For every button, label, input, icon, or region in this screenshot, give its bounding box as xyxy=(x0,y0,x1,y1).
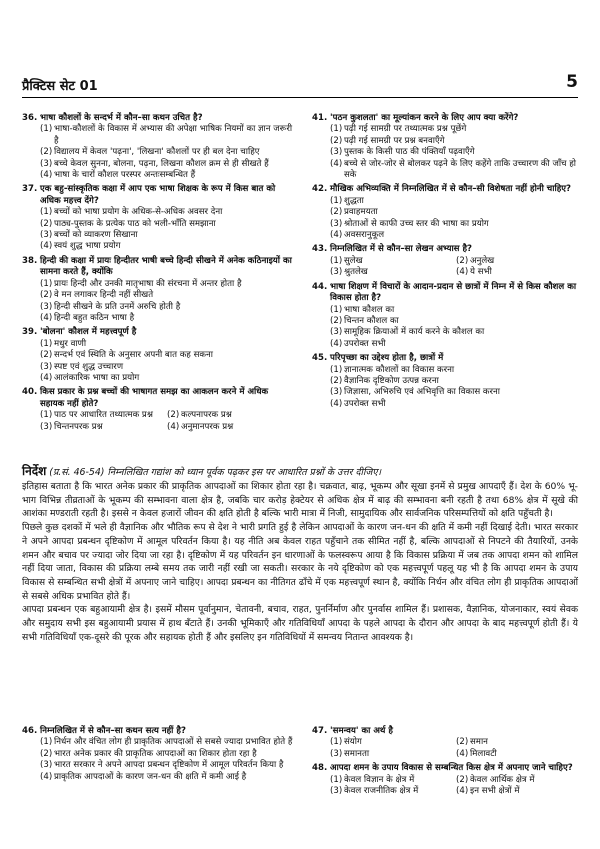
option-text: कल्पनापरक प्रश्न xyxy=(181,410,232,421)
option-item xyxy=(312,316,582,327)
option-number: (4) xyxy=(167,421,180,432)
option-item xyxy=(167,410,294,421)
option-number: (2) xyxy=(456,737,469,748)
option-text: अनुमानपरक प्रश्न xyxy=(181,421,234,432)
question-number: 47. xyxy=(312,726,328,736)
option-item xyxy=(312,219,582,230)
left-question-column xyxy=(22,113,294,436)
option-text: स्पष्ट एवं शुद्ध उच्चारण xyxy=(54,361,124,372)
option-text: प्रवाहमयता xyxy=(344,207,378,218)
option-number: (2) xyxy=(330,135,343,146)
option-item xyxy=(456,267,582,278)
option-text: पाठ पर आधारित तथ्यात्मक प्रश्न xyxy=(54,410,153,421)
option-text: बच्चों को भाषा प्रयोग के अधिक-से-अधिक अवसर देना xyxy=(54,207,223,218)
option-number: (4) xyxy=(330,158,343,169)
question-text: हिन्दी की कक्षा में प्रायः हिन्दीतर भाषी बच्चे हिन्दी सीखने में अनेक कठिनाइयों का सामना करते हैं, क्योंकि xyxy=(40,255,292,278)
question-heading xyxy=(22,113,294,124)
option-item xyxy=(312,376,582,387)
question-item xyxy=(312,244,582,278)
question-number: 43. xyxy=(312,244,328,255)
option-grid xyxy=(312,737,582,760)
question-number: 45. xyxy=(312,353,328,364)
option-number: (3) xyxy=(330,327,343,338)
question-item xyxy=(22,726,294,783)
option-item xyxy=(22,170,294,181)
passage-paragraph: इतिहास बताता है कि भारत अनेक प्रकार की प्राकृतिक आपदाओं का शिकार होता रहा है। चक्रवात, बाढ़, भूकम्प और सूखा इनमें से प्रमुख आपदाएँ हैं। देश के 60% भू-भाग विभिन्न तीव्रताओं के भूकम्प की सम्भावना वाला क्षेत्र है, जबकि चार करोड़ हेक्टेयर से अधिक क्षेत्र में बाढ़ की सम्भावना बनी रहती है तथा 68% क्षेत्र में सूखे की आशंका मण्डराती रहती है। इससे न केवल हजारों जीवन की क्षति होती है बल्कि भारी मात्रा में निजी, सामुदायिक और सार्वजनिक परिसम्पत्तियों को क्षति पहुँचती है। xyxy=(22,481,578,520)
question-item xyxy=(22,387,294,433)
option-number: (2) xyxy=(40,147,53,158)
question-heading xyxy=(312,726,582,737)
option-text: ज्ञानात्मक कौशलों का विकास करना xyxy=(344,364,455,375)
question-text: निम्नलिखित में से कौन–सा कथन सत्य नहीं है? xyxy=(40,726,186,736)
option-item xyxy=(22,124,294,147)
question-text: किस प्रकार के प्रश्न बच्चों की भाषागत समझ का आकलन करने में अधिक सहायक नहीं होते? xyxy=(40,387,269,409)
option-text: विद्यालय में केवल 'पढ़ना', 'लिखना' कौशलों पर ही बल देना चाहिए xyxy=(54,147,260,158)
question-heading xyxy=(22,256,294,279)
option-text: आलंकारिक भाषा का प्रयोग xyxy=(54,372,140,383)
option-grid xyxy=(312,775,582,798)
option-text: शुद्धता xyxy=(344,195,364,206)
option-text: भारत अनेक प्रकार की प्राकृतिक आपदाओं का शिकार होता रहा है xyxy=(54,748,257,759)
question-heading xyxy=(312,113,582,124)
option-item xyxy=(312,305,582,316)
option-number: (2) xyxy=(456,255,469,266)
option-item xyxy=(167,422,294,433)
option-grid xyxy=(312,256,582,279)
option-text: प्राकृतिक आपदाओं के कारण जन-धन की क्षति में कमी आई है xyxy=(54,771,247,782)
option-text: अनुलेख xyxy=(470,255,495,266)
option-item xyxy=(22,737,294,748)
set-title: प्रैक्टिस सेट 01 xyxy=(22,79,98,94)
option-text: संयोग xyxy=(344,737,362,748)
option-text: मिलावटी xyxy=(470,748,497,759)
option-number: (1) xyxy=(330,774,343,785)
option-text: सन्दर्भ एवं स्थिति के अनुसार अपनी बात कह सकना xyxy=(54,350,213,361)
option-number: (1) xyxy=(40,737,53,748)
question-number: 40. xyxy=(22,387,38,398)
question-text: परिपृच्छा का उद्देश्य होता है, छात्रों में xyxy=(330,353,444,364)
option-item xyxy=(22,313,294,324)
option-item xyxy=(312,399,582,410)
option-number: (3) xyxy=(40,421,53,432)
option-item xyxy=(312,136,582,147)
option-item xyxy=(330,256,456,267)
option-item xyxy=(312,124,582,135)
page-header xyxy=(22,72,578,94)
option-text: सुलेख xyxy=(344,255,363,266)
option-text: बच्चे से जोर-जोर से बोलकर पढ़ने के लिए कहेंगे ताकि उच्चारण की जाँच हो सके xyxy=(344,158,577,181)
question-item xyxy=(22,327,294,384)
option-text: स्वयं शुद्ध भाषा प्रयोग xyxy=(54,241,121,252)
option-number: (1) xyxy=(330,124,343,135)
option-number: (2) xyxy=(330,207,343,218)
option-number: (1) xyxy=(40,410,53,421)
question-number: 46. xyxy=(22,726,38,736)
question-item xyxy=(312,353,582,410)
page-number: 5 xyxy=(566,72,578,92)
option-text: समानता xyxy=(344,748,370,759)
question-number: 48. xyxy=(312,763,328,774)
option-item xyxy=(312,387,582,398)
question-text: 'बोलना' कौशल में महत्त्वपूर्ण है xyxy=(40,327,137,338)
question-item xyxy=(312,726,582,760)
question-heading xyxy=(312,184,582,195)
option-item xyxy=(312,339,582,350)
bottom-left-question-column xyxy=(22,726,294,786)
option-number: (3) xyxy=(330,748,343,759)
option-number: (1) xyxy=(40,278,53,289)
question-heading xyxy=(22,184,294,207)
option-text: वैज्ञानिक दृष्टिकोण उत्पन्न करना xyxy=(344,375,439,386)
option-number: (1) xyxy=(40,207,53,218)
option-text: बच्चे केवल सुनना, बोलना, पढ़ना, लिखना कौशल क्रम से ही सीखते हैं xyxy=(54,158,269,169)
option-item xyxy=(22,207,294,218)
option-text: चिन्तन कौशल का xyxy=(344,315,399,326)
option-text: समान xyxy=(470,737,488,748)
option-text: हिन्दी बहुत कठिन भाषा है xyxy=(54,312,135,323)
option-item xyxy=(22,241,294,252)
option-text: भाषा के चारों कौशल परस्पर अन्तःसम्बन्धित हैं xyxy=(54,170,196,181)
option-text: पुस्तक के किसी पाठ की पंक्तियाँ पढ़वाएँगे xyxy=(344,147,475,158)
option-text: चिन्तनपरक प्रश्न xyxy=(54,421,103,432)
option-number: (1) xyxy=(330,737,343,748)
option-number: (3) xyxy=(40,230,53,241)
option-number: (2) xyxy=(40,748,53,759)
option-item xyxy=(312,327,582,338)
option-item xyxy=(22,230,294,241)
option-number: (3) xyxy=(330,218,343,229)
question-text: आपदा शमन के उपाय विकास से सम्बन्धित किस क्षेत्र में अपनाए जाने चाहिए? xyxy=(330,763,573,774)
passage-paragraph: आपदा प्रबन्धन एक बहुआयामी क्षेत्र है। इसमें मौसम पूर्वानुमान, चेतावनी, बचाव, राहत, पुनर्निर्माण और पुनर्वास शामिल हैं। प्रशासक, वैज्ञानिक, योजनाकार, स्वयं सेवक और समुदाय सभी इस बहुआयामी प्रयास में हाथ बँटाते हैं। उनकी भूमिकाएँ और गतिविधियाँ आपदा के पहले आपदा के दौरान और आपदा के बाद महत्त्वपूर्ण होती हैं। ये सभी गतिविधियाँ एक-दूसरे की पूरक और सहायक होती हैं और इसलिए इन गतिविधियों में समन्वय नितान्त आवश्यक है। xyxy=(22,604,578,643)
option-number: (2) xyxy=(330,315,343,326)
option-text: पढ़ी गई सामग्री पर प्रश्न बनवाएँगे xyxy=(344,135,445,146)
option-number: (4) xyxy=(456,786,469,797)
option-text: पाठ्य-पुस्तक के प्रत्येक पाठ को भली-भाँति समझाना xyxy=(54,218,216,229)
option-number: (4) xyxy=(40,170,53,181)
question-item xyxy=(22,113,294,181)
option-text: भाषा कौशल का xyxy=(344,304,395,315)
option-item xyxy=(456,786,582,797)
option-text: प्रायः हिन्दी और उनकी मातृभाषा की संरचना में अन्तर होता है xyxy=(54,278,242,289)
question-heading xyxy=(22,387,294,410)
option-text: निर्धन और वंचित लोग ही प्राकृतिक आपदाओं से सबसे ज्यादा प्रभावित होते हैं xyxy=(54,737,293,748)
option-number: (4) xyxy=(456,267,469,278)
option-item xyxy=(456,749,582,760)
question-number: 37. xyxy=(22,184,38,195)
option-text: बच्चों को व्याकरण सिखाना xyxy=(54,230,138,241)
question-text: भाषा शिक्षण में विचारों के आदान-प्रदान से छात्रों में निम्न में से किस कौशल का विकास होता है? xyxy=(330,281,577,304)
direction-label: निर्देश xyxy=(22,464,47,478)
option-text: उपरोक्त सभी xyxy=(344,338,386,349)
option-number: (1) xyxy=(330,304,343,315)
option-number: (4) xyxy=(456,748,469,759)
question-number: 41. xyxy=(312,113,328,123)
question-text: 'समन्वय' का अर्थ है xyxy=(330,726,393,736)
option-number: (4) xyxy=(330,230,343,241)
option-item xyxy=(312,365,582,376)
option-number: (1) xyxy=(330,255,343,266)
option-item xyxy=(22,147,294,158)
option-text: वे मन लगाकर हिन्दी नहीं सीखते xyxy=(54,290,154,301)
question-item xyxy=(312,113,582,181)
direction-text: (प्र.सं. 46-54) निम्नलिखित गद्यांश को ध्यान पूर्वक पढ़कर इस पर आधारित प्रश्नों के उत्तर दीजिए। xyxy=(49,467,382,478)
option-text: उपरोक्त सभी xyxy=(344,398,386,409)
option-number: (3) xyxy=(330,387,343,398)
option-number: (4) xyxy=(40,771,53,782)
option-item xyxy=(22,302,294,313)
option-number: (1) xyxy=(330,364,343,375)
option-number: (2) xyxy=(167,410,180,421)
question-number: 42. xyxy=(312,184,328,195)
passage-paragraph: पिछले कुछ दशकों में भले ही वैज्ञानिक और भौतिक रूप से देश ने भारी प्रगति हुई है लेकिन आपदाओं के कारण जन-धन की क्षति में कमी नहीं दिखाई देती। भारत सरकार ने अपने आपदा प्रबन्धन दृष्टिकोण में आमूल परिवर्तन किया है। यह नीति अब केवल राहत पहुँचाने तक सीमित नहीं है, बल्कि आपदाओं से निपटने की तैयारियों, उनके शमन और बचाव पर ज्यादा जोर दिया जा रहा है। दृष्टिकोण में यह परिवर्तन इन धारणाओं के फलस्वरूप आया है कि विकास प्रक्रिया में जब तक आपदा शमन को शामिल नहीं दिया जाता, विकास की प्रक्रिया लम्बे समय तक जारी नहीं रखी जा सकती। सरकार के नये दृष्टिकोण को एक महत्त्वपूर्ण पहलू यह भी है कि आपदा शमन के उपाय विकास से सम्बन्धित सभी क्षेत्रों में अपनाए जाने चाहिए। आपदा प्रबन्धन का नीतिगत ढाँचे में एक महत्त्वपूर्ण स्थान है, क्योंकि निर्धन और वंचित लोग ही प्राकृतिक आपदाओं से सबसे अधिक प्रभावित होते हैं। xyxy=(22,522,578,602)
option-number: (3) xyxy=(330,147,343,158)
option-text: केवल आर्थिक क्षेत्र में xyxy=(470,774,535,785)
option-item xyxy=(22,760,294,771)
question-item xyxy=(312,282,582,350)
option-item xyxy=(312,196,582,207)
option-number: (3) xyxy=(40,361,53,372)
option-text: हिन्दी सीखने के प्रति उनमें अरुचि होती है xyxy=(54,301,181,312)
question-number: 44. xyxy=(312,281,328,292)
option-text: श्रुतलेख xyxy=(344,267,368,278)
right-question-column xyxy=(312,113,582,413)
option-text: श्रोताओं से काफी उच्च स्तर की भाषा का प्रयोग xyxy=(344,218,489,229)
option-item xyxy=(22,279,294,290)
option-item xyxy=(22,373,294,384)
option-text: जिज्ञासा, अभिरुचि एवं अभिवृत्ति का विकास करना xyxy=(344,387,501,398)
option-item xyxy=(22,362,294,373)
option-item xyxy=(330,786,456,797)
question-text: भाषा कौशलों के सन्दर्भ में कौन–सा कथन उचित है? xyxy=(40,113,203,123)
question-text: मौखिक अभिव्यक्ति में निम्नलिखित में से कौन–सी विशेषता नहीं होनी चाहिए? xyxy=(330,184,571,195)
option-number: (1) xyxy=(40,338,53,349)
question-text: 'पठन कुशलता' का मूल्यांकन करने के लिए आप क्या करेंगे? xyxy=(330,113,519,123)
option-text: इन सभी क्षेत्रों में xyxy=(470,786,520,797)
question-heading xyxy=(22,726,294,737)
option-item xyxy=(22,159,294,170)
option-item xyxy=(330,267,456,278)
question-heading xyxy=(312,282,582,305)
option-item xyxy=(312,159,582,182)
option-number: (3) xyxy=(40,301,53,312)
option-number: (1) xyxy=(330,195,343,206)
option-text: भाषा-कौशलों के विकास में अभ्यास की अपेक्षा भाषिक नियमों का ज्ञान जरूरी है xyxy=(54,124,293,146)
question-item xyxy=(312,184,582,241)
option-number: (4) xyxy=(330,398,343,409)
option-number: (1) xyxy=(40,124,53,135)
option-number: (3) xyxy=(330,267,343,278)
option-item xyxy=(40,410,167,421)
option-item xyxy=(22,290,294,301)
option-item xyxy=(456,256,582,267)
option-number: (2) xyxy=(40,290,53,301)
question-heading xyxy=(312,763,582,774)
option-number: (3) xyxy=(40,158,53,169)
option-number: (3) xyxy=(40,760,53,771)
option-item xyxy=(330,775,456,786)
option-item xyxy=(22,219,294,230)
option-text: अवसरानुकूल xyxy=(344,230,385,241)
option-grid xyxy=(22,410,294,433)
option-item xyxy=(22,749,294,760)
option-number: (2) xyxy=(40,218,53,229)
question-number: 39. xyxy=(22,327,38,338)
option-item xyxy=(40,422,167,433)
option-text: भारत सरकार ने अपने आपदा प्रबन्धन दृष्टिकोण में आमूल परिवर्तन किया है xyxy=(54,760,284,771)
question-text: निम्नलिखित में से कौन–सा लेखन अभ्यास है? xyxy=(330,244,473,255)
header-divider xyxy=(22,97,578,98)
option-item xyxy=(22,339,294,350)
option-item xyxy=(330,749,456,760)
question-heading xyxy=(312,353,582,364)
question-number: 38. xyxy=(22,255,38,266)
option-number: (4) xyxy=(40,241,53,252)
option-number: (4) xyxy=(40,372,53,383)
option-text: केवल राजनीतिक क्षेत्र में xyxy=(344,786,419,797)
option-text: सामूहिक क्रियाओं में कार्य करने के कौशल का xyxy=(344,327,485,338)
question-item xyxy=(22,184,294,252)
option-text: केवल विज्ञान के क्षेत्र में xyxy=(344,774,415,785)
question-item xyxy=(22,256,294,324)
question-item xyxy=(312,763,582,797)
option-item xyxy=(456,775,582,786)
question-text: एक बहु-सांस्कृतिक कक्षा में आप एक भाषा शिक्षक के रूप में किस बात को अधिक महत्त्व देंगे? xyxy=(40,184,276,206)
option-number: (3) xyxy=(330,786,343,797)
option-item xyxy=(456,737,582,748)
option-number: (4) xyxy=(40,312,53,323)
option-item xyxy=(312,207,582,218)
option-text: मधुर वाणी xyxy=(54,338,87,349)
question-heading xyxy=(22,327,294,338)
option-item xyxy=(330,737,456,748)
option-number: (2) xyxy=(330,375,343,386)
question-heading xyxy=(312,244,582,255)
option-item xyxy=(312,230,582,241)
passage xyxy=(22,480,578,644)
option-number: (2) xyxy=(40,350,53,361)
option-item xyxy=(22,350,294,361)
option-text: ये सभी xyxy=(470,267,492,278)
option-number: (4) xyxy=(330,338,343,349)
option-item xyxy=(22,772,294,783)
option-item xyxy=(312,147,582,158)
bottom-right-question-column xyxy=(312,726,582,800)
direction-line xyxy=(22,462,578,479)
option-text: पढ़ी गई सामग्री पर तथ्यात्मक प्रश्न पूछेंगे xyxy=(344,124,467,135)
option-number: (2) xyxy=(456,774,469,785)
question-number: 36. xyxy=(22,113,38,123)
